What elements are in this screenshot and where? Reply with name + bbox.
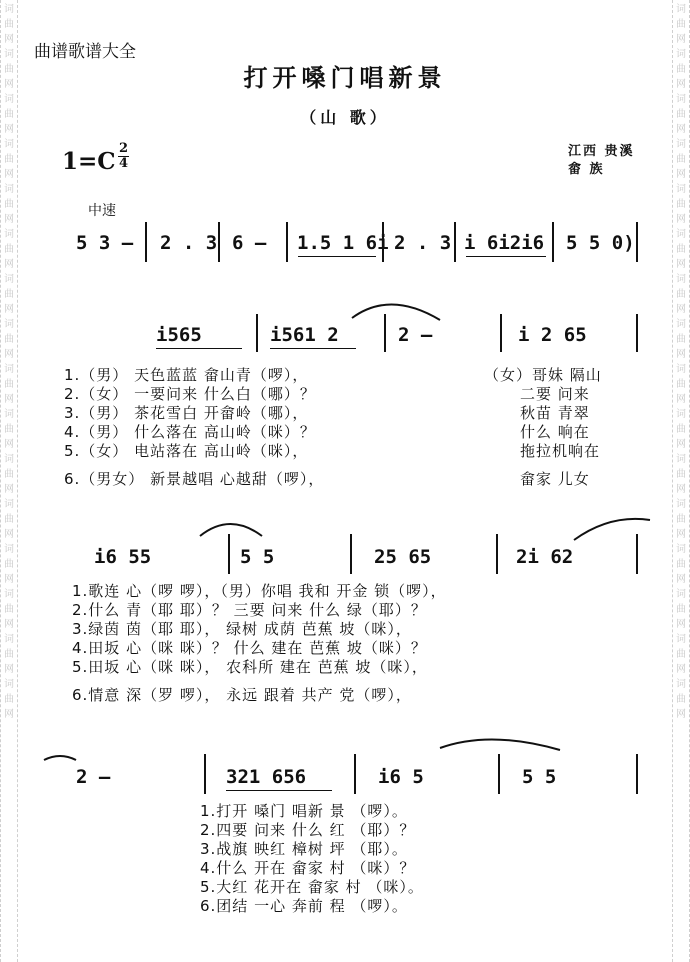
lyric-line: 2.四要 问来 什么 红 （耶）？	[200, 821, 416, 839]
tempo-marking: 中速	[88, 203, 116, 219]
credit-line: 江西 贵溪	[568, 144, 635, 159]
watermark-char: 曲	[4, 694, 14, 705]
watermark-char: 曲	[4, 64, 14, 75]
melody-measure: 321 656	[226, 766, 307, 788]
watermark-char: 网	[676, 394, 686, 405]
watermark-char: 曲	[676, 469, 686, 480]
watermark-char: 曲	[4, 109, 14, 120]
watermark-char: 网	[676, 79, 686, 90]
intro-measure: 5 5 0)	[566, 232, 635, 254]
watermark-char: 曲	[4, 244, 14, 255]
watermark-char: 网	[676, 574, 686, 585]
watermark-char: 网	[676, 304, 686, 315]
lyric-line: 1.歌连 心（啰 啰），（男）你唱 我和 开金 锁（啰），	[72, 582, 447, 600]
lyric-line: 6.（男女） 新景越唱 心越甜（啰），	[64, 470, 325, 488]
watermark-char: 网	[4, 529, 14, 540]
watermark-char: 词	[676, 499, 686, 510]
watermark-char: 词	[4, 94, 14, 105]
watermark-char: 词	[4, 4, 14, 15]
lyric-line: 秋苗 青翠	[520, 404, 590, 422]
intro-measure: 2 . 3	[394, 232, 452, 254]
watermark-char: 曲	[676, 64, 686, 75]
watermark-char: 网	[4, 574, 14, 585]
watermark-char: 词	[4, 589, 14, 600]
site-label: 曲谱歌谱大全	[34, 42, 136, 62]
lyric-line: 3.绿茵 茵（耶 耶）， 绿树 成荫 芭蕉 坡（咪），	[72, 620, 412, 638]
watermark-char: 词	[4, 49, 14, 60]
lyric-line: 1.打开 嗓门 唱新 景 （啰）。	[200, 802, 408, 820]
lyric-line: 5.（女） 电站落在 高山岭（咪），	[64, 442, 309, 460]
watermark-char: 网	[4, 349, 14, 360]
melody-measure: 5 5	[522, 766, 557, 788]
watermark-char: 网	[4, 619, 14, 630]
watermark-char: 曲	[4, 649, 14, 660]
watermark-char: 词	[676, 94, 686, 105]
lyric-line: 2.（女） 一要问来 什么白（哪）？	[64, 385, 316, 403]
watermark-char: 网	[4, 124, 14, 135]
watermark-char: 词	[4, 634, 14, 645]
watermark-char: 词	[676, 319, 686, 330]
watermark-char: 网	[676, 214, 686, 225]
watermark-char: 曲	[4, 154, 14, 165]
watermark-char: 曲	[676, 424, 686, 435]
watermark-char: 词	[676, 634, 686, 645]
watermark-char: 词	[4, 139, 14, 150]
melody-measure: i 2 65	[518, 324, 587, 346]
watermark-char: 网	[4, 214, 14, 225]
intro-measure: 2 . 3	[160, 232, 218, 254]
melody-measure: i565	[156, 324, 202, 346]
watermark-char: 词	[4, 184, 14, 195]
watermark-char: 曲	[4, 199, 14, 210]
watermark-char: 网	[676, 619, 686, 630]
slur	[440, 739, 560, 750]
time-sig-denominator: 4	[118, 156, 129, 171]
song-subtitle: （山 歌）	[300, 108, 390, 127]
lyric-line: 5.田坂 心（咪 咪）， 农科所 建在 芭蕉 坡（咪），	[72, 658, 428, 676]
watermark-char: 曲	[4, 379, 14, 390]
watermark-char: 网	[4, 169, 14, 180]
watermark-char: 网	[4, 259, 14, 270]
watermark-char: 词	[676, 4, 686, 15]
watermark-char: 曲	[676, 514, 686, 525]
watermark-char: 词	[4, 274, 14, 285]
watermark-char: 词	[676, 139, 686, 150]
watermark-char: 曲	[4, 604, 14, 615]
lyric-line: 拖拉机响在	[520, 442, 601, 460]
credit-line: 畲 族	[568, 162, 605, 177]
lyric-line: 3.战旗 映红 樟树 坪 （耶）。	[200, 840, 408, 858]
intro-measure: i 6i2i6	[464, 232, 545, 254]
watermark-char: 词	[4, 679, 14, 690]
watermark-char: 曲	[676, 559, 686, 570]
watermark-char: 曲	[676, 19, 686, 30]
watermark-char: 网	[676, 439, 686, 450]
watermark-char: 词	[4, 229, 14, 240]
lyric-line: 二要 问来	[520, 385, 590, 403]
slur	[44, 756, 76, 760]
watermark-char: 网	[676, 349, 686, 360]
lyric-line: 3.（男） 茶花雪白 开畲岭（哪），	[64, 404, 309, 422]
lyric-line: 2.什么 青（耶 耶）？ 三要 问来 什么 绿（耶）？	[72, 601, 427, 619]
watermark-char: 网	[676, 709, 686, 720]
watermark-char: 词	[676, 454, 686, 465]
watermark-char: 曲	[4, 334, 14, 345]
watermark-char: 词	[676, 184, 686, 195]
watermark-char: 词	[4, 499, 14, 510]
watermark-char: 网	[4, 709, 14, 720]
watermark-char: 词	[676, 544, 686, 555]
slur	[352, 304, 440, 320]
watermark-char: 网	[676, 124, 686, 135]
watermark-char: 网	[676, 664, 686, 675]
intro-measure: 6 –	[232, 232, 267, 254]
melody-measure: 2i 62	[516, 546, 574, 568]
melody-measure: i6 5	[378, 766, 424, 788]
watermark-char: 网	[676, 259, 686, 270]
lyric-line: 4.田坂 心（咪 咪）？ 什么 建在 芭蕉 坡（咪）？	[72, 639, 427, 657]
watermark-char: 网	[676, 34, 686, 45]
watermark-char: 网	[676, 484, 686, 495]
intro-measure: 1.5 1 6i	[297, 232, 389, 254]
watermark-char: 词	[676, 589, 686, 600]
watermark-char: 网	[4, 484, 14, 495]
watermark-char: 曲	[4, 19, 14, 30]
watermark-char: 曲	[676, 199, 686, 210]
melody-measure: 5 5	[240, 546, 275, 568]
lyric-line: 畲家 儿女	[520, 470, 590, 488]
watermark-char: 词	[4, 544, 14, 555]
watermark-char: 曲	[676, 604, 686, 615]
watermark-char: 网	[4, 79, 14, 90]
watermark-char: 词	[4, 409, 14, 420]
watermark-char: 曲	[4, 559, 14, 570]
lyric-line: （女）哥妹 隔山	[484, 366, 602, 384]
watermark-char: 词	[676, 49, 686, 60]
melody-measure: 2 –	[398, 324, 433, 346]
melody-measure: 2 –	[76, 766, 111, 788]
watermark-char: 网	[4, 304, 14, 315]
song-title: 打开嗓门唱新景	[243, 63, 447, 92]
intro-measure: 5 3 –	[76, 232, 134, 254]
watermark-char: 网	[4, 394, 14, 405]
watermark-char: 词	[676, 679, 686, 690]
watermark-char: 词	[676, 364, 686, 375]
watermark-char: 网	[4, 439, 14, 450]
watermark-char: 曲	[4, 424, 14, 435]
watermark-char: 词	[676, 229, 686, 240]
time-sig-numerator: 2	[118, 141, 129, 156]
watermark-char: 曲	[676, 694, 686, 705]
melody-measure: i561 2	[270, 324, 339, 346]
watermark-char: 曲	[4, 469, 14, 480]
lyric-line: 什么 响在	[520, 423, 590, 441]
key-signature: 1=C	[62, 148, 116, 175]
watermark-char: 网	[676, 529, 686, 540]
lyric-line: 6.团结 一心 奔前 程 （啰）。	[200, 897, 408, 915]
watermark-char: 曲	[676, 649, 686, 660]
slur	[574, 519, 650, 540]
watermark-char: 曲	[4, 289, 14, 300]
watermark-char: 词	[4, 364, 14, 375]
watermark-char: 词	[676, 409, 686, 420]
watermark-char: 词	[676, 274, 686, 285]
watermark-char: 曲	[4, 514, 14, 525]
watermark-char: 曲	[676, 154, 686, 165]
watermark-char: 曲	[676, 334, 686, 345]
melody-measure: 25 65	[374, 546, 432, 568]
lyric-line: 6.情意 深（罗 啰）， 永远 跟着 共产 党（啰），	[72, 686, 412, 704]
slur	[200, 524, 262, 536]
lyric-line: 1.（男） 天色蓝蓝 畲山青（啰），	[64, 366, 309, 384]
watermark-char: 曲	[676, 379, 686, 390]
watermark-char: 曲	[676, 289, 686, 300]
lyric-line: 5.大红 花开在 畲家 村 （咪）。	[200, 878, 424, 896]
watermark-char: 词	[4, 454, 14, 465]
watermark-char: 曲	[676, 244, 686, 255]
watermark-char: 词	[4, 319, 14, 330]
watermark-char: 网	[4, 34, 14, 45]
lyric-line: 4.（男） 什么落在 高山岭（咪）？	[64, 423, 316, 441]
watermark-char: 网	[4, 664, 14, 675]
watermark-char: 曲	[676, 109, 686, 120]
lyric-line: 4.什么 开在 畲家 村 （咪）？	[200, 859, 416, 877]
watermark-char: 网	[676, 169, 686, 180]
melody-measure: i6 55	[94, 546, 152, 568]
